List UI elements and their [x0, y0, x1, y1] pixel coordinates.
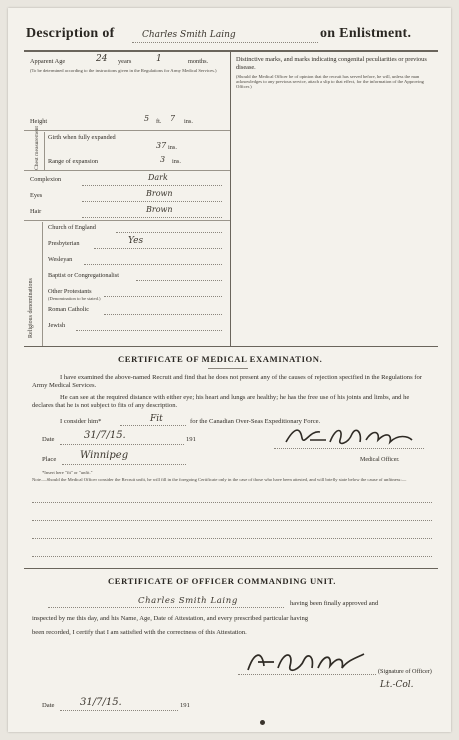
apparent-age-label: Apparent Age — [30, 58, 66, 65]
religion-presbyterian-value: Yes — [128, 236, 144, 246]
hair-label: Hair — [30, 208, 42, 215]
range-label: Range of expansion — [48, 158, 99, 165]
range-unit: ins. — [172, 158, 181, 165]
commanding-date-label: Date — [42, 702, 55, 709]
height-label: Height — [30, 118, 48, 125]
apparent-age-note: (To be determined according to the instructions given in the Regulations for Army Medical Services.) — [30, 68, 217, 73]
distinctive-marks-label: Distinctive marks, and marks indicating congenital peculiarities or previous disease. — [236, 56, 427, 71]
hair-value: Brown — [146, 205, 173, 214]
religion-side-label: Religious denominations — [28, 278, 34, 338]
medical-officer-label: Medical Officer. — [360, 457, 400, 463]
complexion-label: Complexion — [30, 176, 62, 183]
religion-baptist: Baptist or Congregationalist — [48, 272, 120, 279]
religion-wesleyan: Wesleyan — [48, 256, 73, 263]
height-in: 7 — [170, 114, 176, 123]
consider-value: Fit — [150, 414, 163, 424]
years-label: years — [118, 58, 132, 65]
medical-heading: CERTIFICATE OF MEDICAL EXAMINATION. — [118, 354, 323, 364]
girth-unit: ins. — [168, 144, 177, 151]
months-label: months. — [188, 58, 209, 65]
religion-jewish: Jewish — [48, 322, 66, 329]
medical-date-value: 31/7/15. — [84, 430, 126, 441]
apparent-age-years: 24 — [96, 54, 108, 64]
footnote-note: Note.—Should the Medical Officer consider the Recruit unfit, he will fill in the foregoing Certificate only in the case of those who have been attested, and will briefly state below the cause of unfitness:— — [32, 477, 407, 482]
religion-roman-catholic: Roman Catholic — [48, 306, 90, 313]
medical-date-label: Date — [42, 436, 55, 443]
religion-other-note: (Denomination to be stated.) — [48, 296, 101, 301]
commanding-heading: CERTIFICATE OF OFFICER COMMANDING UNIT. — [108, 576, 336, 586]
commanding-line1-suffix: having been finally approved and — [290, 600, 379, 607]
eyes-value: Brown — [146, 189, 173, 198]
girth-value: 37 — [156, 141, 167, 150]
commanding-line3: been recorded, I certify that I am satisfied with the correctness of this Attestation. — [32, 629, 247, 636]
ins-label: ins. — [184, 118, 193, 125]
commanding-rank: Lt.-Col. — [380, 680, 414, 690]
religion-other-protestants: Other Protestants — [48, 288, 92, 295]
place-label: Place — [42, 456, 57, 463]
footnote-star: *Insert here "fit" or "unfit." — [42, 470, 93, 475]
commanding-line2: inspected by me this day, and his Name, Age, Date of Attestation, and every prescribed particular having — [32, 615, 309, 622]
eyes-label: Eyes — [30, 192, 43, 199]
distinctive-marks-note: (Should the Medical Officer be of opinion that the recruit has served before, he will, unless the man acknowledges to any previous service, attach a slip to that effect, for the information of the Approving Officer.) — [236, 74, 424, 89]
place-value: Winnipeg — [80, 450, 129, 461]
attestation-page — [8, 8, 451, 732]
complexion-value: Dark — [148, 173, 168, 182]
height-ft: 5 — [144, 114, 150, 123]
consider-suffix: for the Canadian Over-Seas Expeditionary Force. — [190, 418, 321, 425]
header-title-right: on Enlistment. — [320, 26, 412, 41]
girth-label: Girth when fully expanded — [48, 134, 116, 141]
medical-para2: He can see at the required distance with either eye; his heart and lungs are healthy; he has the free use of his joints and limbs, and he declares that he is not subject to fits of any description. — [32, 394, 410, 410]
commanding-year-suffix: 191 — [180, 702, 190, 709]
commanding-name: Charles Smith Laing — [138, 596, 238, 606]
medical-para1: I have examined the above-named Recruit and find that he does not present any of the causes of rejection specified in the Regulations for Army Medical Services. — [32, 374, 422, 390]
commanding-date-value: 31/7/15. — [80, 697, 122, 708]
chest-label: Chest measurement — [34, 126, 40, 170]
medical-year-suffix: 191 — [186, 436, 196, 443]
header-title-left: Description of — [26, 26, 115, 41]
religion-presbyterian: Presbyterian — [48, 240, 80, 247]
header-name: Charles Smith Laing — [142, 30, 236, 40]
consider-prefix: I consider him* — [60, 418, 102, 425]
apparent-age-months: 1 — [156, 54, 162, 64]
religion-church-of-england: Church of England — [48, 224, 96, 231]
signature-of-officer-label: (Signature of Officer) — [378, 668, 432, 675]
punch-hole-mark — [260, 720, 265, 725]
commanding-officer-signature — [244, 644, 374, 678]
range-value: 3 — [160, 155, 166, 164]
ft-label: ft. — [156, 118, 162, 125]
